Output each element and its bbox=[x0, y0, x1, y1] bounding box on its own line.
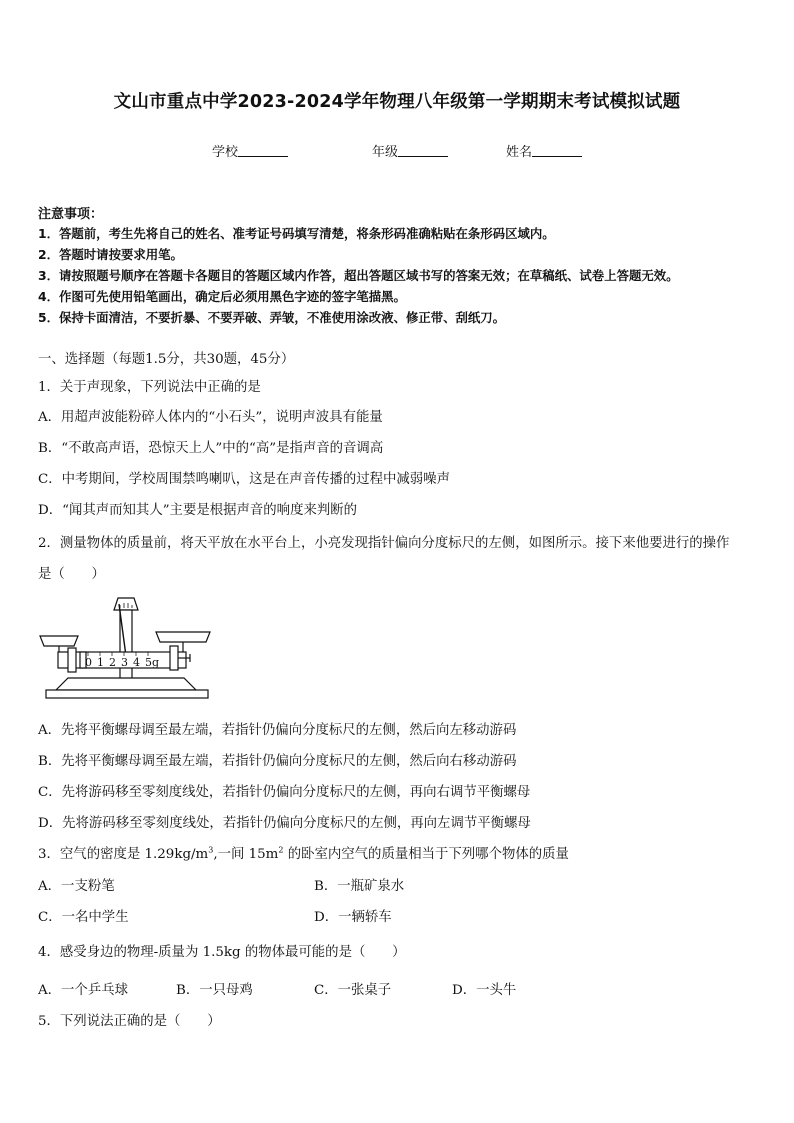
grade-field bbox=[372, 141, 448, 160]
page-title: 文山市重点中学2023-2024学年物理八年级第一学期期末考试模拟试题 bbox=[113, 92, 681, 112]
question-3-option-d: D．一辆轿车 bbox=[314, 910, 392, 925]
q3-superscript: 2 bbox=[278, 845, 284, 855]
question-3-option-b: B．一瓶矿泉水 bbox=[314, 879, 405, 894]
scale-label: 4 bbox=[133, 656, 140, 669]
question-4-stem: 4．感受身边的物理-质量为 1.5kg 的物体最可能的是（ ） bbox=[38, 945, 406, 960]
question-4-option-b: B．一只母鸡 bbox=[176, 983, 253, 998]
scale-label: 2 bbox=[109, 656, 116, 669]
right-pan bbox=[156, 632, 210, 642]
question-2-option-b: B．先将平衡螺母调至最左端，若指针仍偏向分度标尺的左侧，然后向右移动游码 bbox=[38, 754, 517, 769]
question-5-stem: 5．下列说法正确的是（ ） bbox=[38, 1014, 221, 1029]
question-4-option-d: D．一头牛 bbox=[452, 983, 517, 998]
note-item: 2．答题时请按要求用笔。 bbox=[38, 247, 183, 262]
question-2-stem-line1: 2．测量物体的质量前，将天平放在水平台上，小亮发现指针偏向分度标尺的左侧，如图所示。接下来他要进行的操作 bbox=[38, 536, 730, 551]
balance-scale-figure bbox=[38, 596, 216, 702]
balance-base bbox=[56, 678, 196, 690]
q3-superscript: 3 bbox=[208, 845, 214, 855]
question-3-stem bbox=[38, 843, 569, 862]
question-4-option-c: C．一张桌子 bbox=[314, 983, 392, 998]
name-blank bbox=[532, 144, 582, 157]
scale-label: 5g bbox=[145, 656, 160, 669]
school-blank bbox=[238, 144, 288, 157]
question-4-option-a: A．一个乒乓球 bbox=[38, 983, 129, 998]
q3-stem-part: ,一间 15m bbox=[213, 847, 279, 862]
school-field bbox=[212, 141, 288, 160]
question-3-option-a: A．一支粉笔 bbox=[38, 879, 115, 894]
question-1-option-c: C．中考期间，学校周围禁鸣喇叭，这是在声音传播的过程中减弱噪声 bbox=[38, 472, 450, 487]
note-item: 1．答题前，考生先将自己的姓名、准考证号码填写清楚，将条形码准确粘贴在条形码区域内。 bbox=[38, 226, 555, 241]
notes-heading: 注意事项： bbox=[38, 207, 104, 222]
left-balance-nut bbox=[68, 648, 76, 672]
question-1-stem: 1．关于声现象，下列说法中正确的是 bbox=[38, 380, 261, 395]
school-label: 学校 bbox=[212, 145, 239, 160]
name-label: 姓名 bbox=[506, 145, 533, 160]
question-2-option-d: D．先将游码移至零刻度线处，若指针仍偏向分度标尺的左侧，再向左调节平衡螺母 bbox=[38, 816, 531, 831]
note-item: 5．保持卡面清洁，不要折暴、不要弄破、弄皱，不准使用涂改液、修正带、刮纸刀。 bbox=[38, 310, 506, 325]
grade-blank bbox=[398, 144, 448, 157]
scale-label: 1 bbox=[97, 656, 104, 669]
question-3-option-c: C．一名中学生 bbox=[38, 910, 129, 925]
section-heading: 一、选择题（每题1.5分，共30题，45分） bbox=[38, 352, 295, 367]
question-2-option-c: C．先将游码移至零刻度线处，若指针仍偏向分度标尺的左侧，再向右调节平衡螺母 bbox=[38, 785, 531, 800]
right-balance-nut bbox=[170, 646, 178, 670]
pointer-dial bbox=[114, 598, 138, 610]
question-1-option-b: B．“不敢高声语，恐惊天上人”中的“高”是指声音的音调高 bbox=[38, 441, 384, 456]
question-2-stem-line2: 是（ ） bbox=[38, 567, 105, 582]
name-field bbox=[506, 141, 582, 160]
note-item: 4．作图可先使用铅笔画出，确定后必须用黑色字迹的签字笔描黑。 bbox=[38, 289, 406, 304]
scale-label: 3 bbox=[121, 656, 128, 669]
q3-stem-part: 的卧室内空气的质量相当于下列哪个物体的质量 bbox=[283, 847, 569, 862]
note-item: 3．请按照题号顺序在答题卡各题目的答题区域内作答，超出答题区域书写的答案无效；在草稿纸、试卷上答题无效。 bbox=[38, 268, 679, 283]
left-pan bbox=[40, 636, 78, 646]
grade-label: 年级 bbox=[372, 145, 399, 160]
scale-label: 0 bbox=[85, 656, 92, 669]
q3-stem-part: 3．空气的密度是 1.29kg/m bbox=[38, 847, 209, 862]
question-1-option-a: A．用超声波能粉碎人体内的“小石头”，说明声波具有能量 bbox=[38, 410, 383, 425]
question-1-option-d: D．“闻其声而知其人”主要是根据声音的响度来判断的 bbox=[38, 503, 358, 518]
question-2-option-a: A．先将平衡螺母调至最左端，若指针仍偏向分度标尺的左侧，然后向左移动游码 bbox=[38, 723, 517, 738]
